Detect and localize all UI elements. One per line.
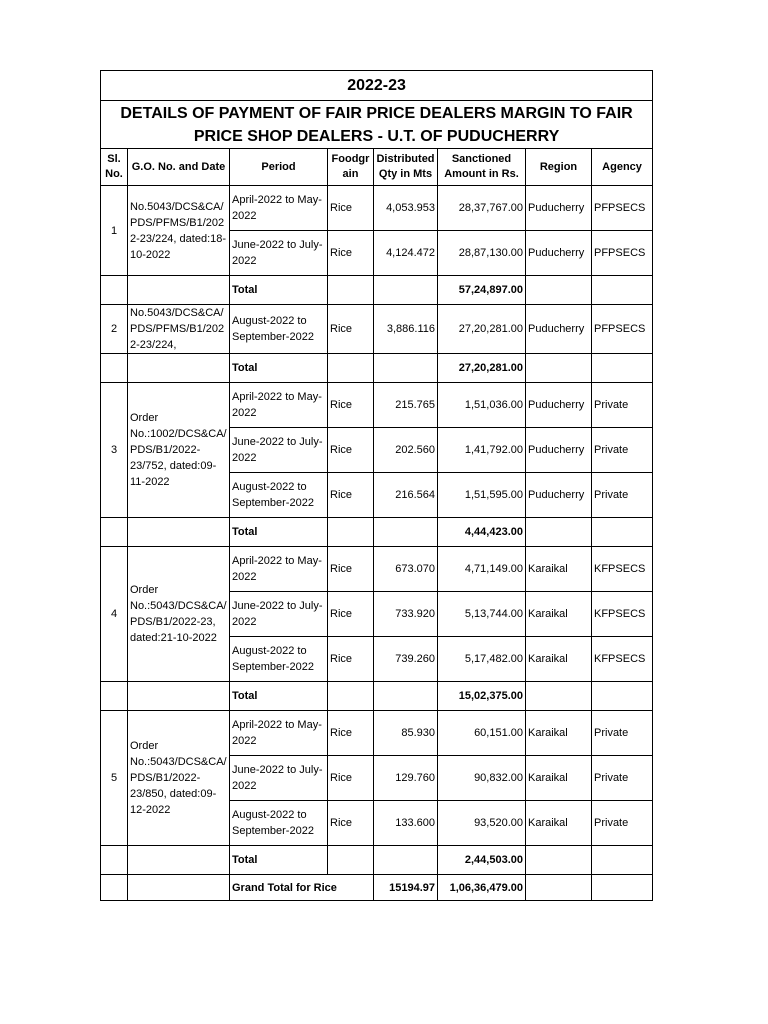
total-amount: 2,44,503.00	[438, 846, 526, 875]
region-cell: Karaikal	[526, 756, 592, 801]
empty-cell	[101, 846, 128, 875]
sl-no-cell: 3	[101, 383, 128, 518]
foodgrain-cell: Rice	[328, 428, 374, 473]
agency-cell: Private	[592, 801, 653, 846]
table-row	[101, 186, 653, 231]
distributed-qty-cell: 673.070	[374, 547, 438, 592]
empty-cell	[526, 354, 592, 383]
empty-cell	[526, 846, 592, 875]
total-label: Total	[230, 846, 328, 875]
period-cell: April-2022 to May-2022	[230, 547, 328, 592]
period-cell: April-2022 to May-2022	[230, 383, 328, 428]
distributed-qty-cell: 202.560	[374, 428, 438, 473]
distributed-qty-cell: 3,886.116	[374, 305, 438, 354]
distributed-qty-cell: 4,053.953	[374, 186, 438, 231]
sanctioned-amount-cell: 1,51,036.00	[438, 383, 526, 428]
distributed-qty-cell: 216.564	[374, 473, 438, 518]
period-cell: August-2022 to September-2022	[230, 305, 328, 354]
empty-cell	[101, 682, 128, 711]
go-number-cell: Order No.:5043/DCS&CA/ PDS/B1/2022-23, dated:21-10-2022	[128, 547, 230, 682]
go-number-cell: Order No.:5043/DCS&CA/ PDS/B1/2022-23/850, dated:09-12-2022	[128, 711, 230, 846]
period-cell: April-2022 to May-2022	[230, 711, 328, 756]
period-cell: August-2022 to September-2022	[230, 801, 328, 846]
agency-cell: KFPSECS	[592, 592, 653, 637]
sanctioned-amount-cell: 27,20,281.00	[438, 305, 526, 354]
header-sl-no: Sl. No.	[101, 149, 128, 186]
agency-cell: KFPSECS	[592, 637, 653, 682]
agency-cell: PFPSECS	[592, 305, 653, 354]
distributed-qty-cell: 85.930	[374, 711, 438, 756]
empty-cell	[101, 875, 128, 901]
empty-cell	[374, 276, 438, 305]
sl-no-cell: 2	[101, 305, 128, 354]
empty-cell	[101, 518, 128, 547]
region-cell: Puducherry	[526, 473, 592, 518]
region-cell: Puducherry	[526, 428, 592, 473]
distributed-qty-cell: 739.260	[374, 637, 438, 682]
sanctioned-amount-cell: 5,17,482.00	[438, 637, 526, 682]
region-cell: Puducherry	[526, 383, 592, 428]
sl-no-cell: 4	[101, 547, 128, 682]
year-heading: 2022-23	[101, 71, 653, 101]
sanctioned-amount-cell: 5,13,744.00	[438, 592, 526, 637]
empty-cell	[101, 354, 128, 383]
sl-no-cell: 5	[101, 711, 128, 846]
sanctioned-amount-cell: 1,41,792.00	[438, 428, 526, 473]
region-cell: Puducherry	[526, 305, 592, 354]
empty-cell	[526, 518, 592, 547]
total-amount: 4,44,423.00	[438, 518, 526, 547]
sanctioned-amount-cell: 1,51,595.00	[438, 473, 526, 518]
header-sanctioned-amount: Sanctioned Amount in Rs.	[438, 149, 526, 186]
agency-cell: Private	[592, 711, 653, 756]
foodgrain-cell: Rice	[328, 756, 374, 801]
foodgrain-cell: Rice	[328, 711, 374, 756]
agency-cell: KFPSECS	[592, 547, 653, 592]
distributed-qty-cell: 129.760	[374, 756, 438, 801]
empty-cell	[328, 518, 374, 547]
empty-cell	[592, 846, 653, 875]
grand-total-amount: 1,06,36,479.00	[438, 875, 526, 901]
empty-cell	[592, 276, 653, 305]
go-number-cell: No.5043/DCS&CA/ PDS/PFMS/B1/202 2-23/224,	[128, 305, 230, 354]
region-cell: Karaikal	[526, 711, 592, 756]
distributed-qty-cell: 133.600	[374, 801, 438, 846]
period-cell: June-2022 to July-2022	[230, 756, 328, 801]
foodgrain-cell: Rice	[328, 305, 374, 354]
grand-total-label: Grand Total for Rice	[230, 875, 374, 901]
header-foodgrain: Foodgr ain	[328, 149, 374, 186]
region-cell: Puducherry	[526, 231, 592, 276]
sl-no-cell: 1	[101, 186, 128, 276]
grand-total-row	[101, 875, 653, 901]
total-label: Total	[230, 276, 328, 305]
distributed-qty-cell: 733.920	[374, 592, 438, 637]
total-amount: 27,20,281.00	[438, 354, 526, 383]
agency-cell: PFPSECS	[592, 186, 653, 231]
empty-cell	[328, 354, 374, 383]
period-cell: June-2022 to July-2022	[230, 592, 328, 637]
grand-total-qty: 15194.97	[374, 875, 438, 901]
header-go-no-date: G.O. No. and Date	[128, 149, 230, 186]
distributed-qty-cell: 4,124.472	[374, 231, 438, 276]
empty-cell	[328, 846, 374, 875]
period-cell: June-2022 to July-2022	[230, 231, 328, 276]
payment-details-table	[100, 70, 653, 901]
total-label: Total	[230, 682, 328, 711]
sanctioned-amount-cell: 60,151.00	[438, 711, 526, 756]
distributed-qty-cell: 215.765	[374, 383, 438, 428]
table-row	[101, 711, 653, 756]
region-cell: Puducherry	[526, 186, 592, 231]
foodgrain-cell: Rice	[328, 186, 374, 231]
header-distributed-qty: Distributed Qty in Mts	[374, 149, 438, 186]
empty-cell	[328, 682, 374, 711]
empty-cell	[374, 518, 438, 547]
sanctioned-amount-cell: 93,520.00	[438, 801, 526, 846]
table-row	[101, 383, 653, 428]
region-cell: Karaikal	[526, 637, 592, 682]
table-body	[101, 71, 653, 901]
period-cell: April-2022 to May-2022	[230, 186, 328, 231]
empty-cell	[328, 276, 374, 305]
total-row	[101, 354, 653, 383]
go-number-cell: No.5043/DCS&CA/ PDS/PFMS/B1/202 2-23/224, dated:18-10-2022	[128, 186, 230, 276]
empty-cell	[592, 875, 653, 901]
foodgrain-cell: Rice	[328, 801, 374, 846]
total-amount: 57,24,897.00	[438, 276, 526, 305]
header-region: Region	[526, 149, 592, 186]
empty-cell	[526, 875, 592, 901]
region-cell: Karaikal	[526, 547, 592, 592]
total-row	[101, 682, 653, 711]
empty-cell	[128, 682, 230, 711]
period-cell: August-2022 to September-2022	[230, 637, 328, 682]
empty-cell	[128, 518, 230, 547]
region-cell: Karaikal	[526, 801, 592, 846]
sanctioned-amount-cell: 90,832.00	[438, 756, 526, 801]
header-agency: Agency	[592, 149, 653, 186]
total-label: Total	[230, 518, 328, 547]
table-row	[101, 305, 653, 354]
sanctioned-amount-cell: 28,37,767.00	[438, 186, 526, 231]
sanctioned-amount-cell: 4,71,149.00	[438, 547, 526, 592]
empty-cell	[592, 354, 653, 383]
foodgrain-cell: Rice	[328, 231, 374, 276]
total-label: Total	[230, 354, 328, 383]
empty-cell	[526, 682, 592, 711]
empty-cell	[128, 846, 230, 875]
agency-cell: Private	[592, 756, 653, 801]
agency-cell: Private	[592, 428, 653, 473]
period-cell: August-2022 to September-2022	[230, 473, 328, 518]
empty-cell	[592, 682, 653, 711]
header-period: Period	[230, 149, 328, 186]
agency-cell: Private	[592, 473, 653, 518]
period-cell: June-2022 to July-2022	[230, 428, 328, 473]
region-cell: Karaikal	[526, 592, 592, 637]
sanctioned-amount-cell: 28,87,130.00	[438, 231, 526, 276]
empty-cell	[128, 276, 230, 305]
document-title: DETAILS OF PAYMENT OF FAIR PRICE DEALERS MARGIN TO FAIR PRICE SHOP DEALERS - U.T. OF PUDUCHERRY	[101, 101, 653, 149]
total-row	[101, 276, 653, 305]
empty-cell	[101, 276, 128, 305]
table-row	[101, 547, 653, 592]
total-amount: 15,02,375.00	[438, 682, 526, 711]
header-row	[101, 149, 653, 186]
empty-cell	[374, 846, 438, 875]
foodgrain-cell: Rice	[328, 637, 374, 682]
agency-cell: Private	[592, 383, 653, 428]
empty-cell	[128, 354, 230, 383]
empty-cell	[374, 354, 438, 383]
go-number-cell: Order No.:1002/DCS&CA/ PDS/B1/2022-23/752, dated:09-11-2022	[128, 383, 230, 518]
foodgrain-cell: Rice	[328, 547, 374, 592]
agency-cell: PFPSECS	[592, 231, 653, 276]
total-row	[101, 846, 653, 875]
empty-cell	[526, 276, 592, 305]
foodgrain-cell: Rice	[328, 473, 374, 518]
foodgrain-cell: Rice	[328, 592, 374, 637]
total-row	[101, 518, 653, 547]
empty-cell	[592, 518, 653, 547]
empty-cell	[128, 875, 230, 901]
foodgrain-cell: Rice	[328, 383, 374, 428]
empty-cell	[374, 682, 438, 711]
